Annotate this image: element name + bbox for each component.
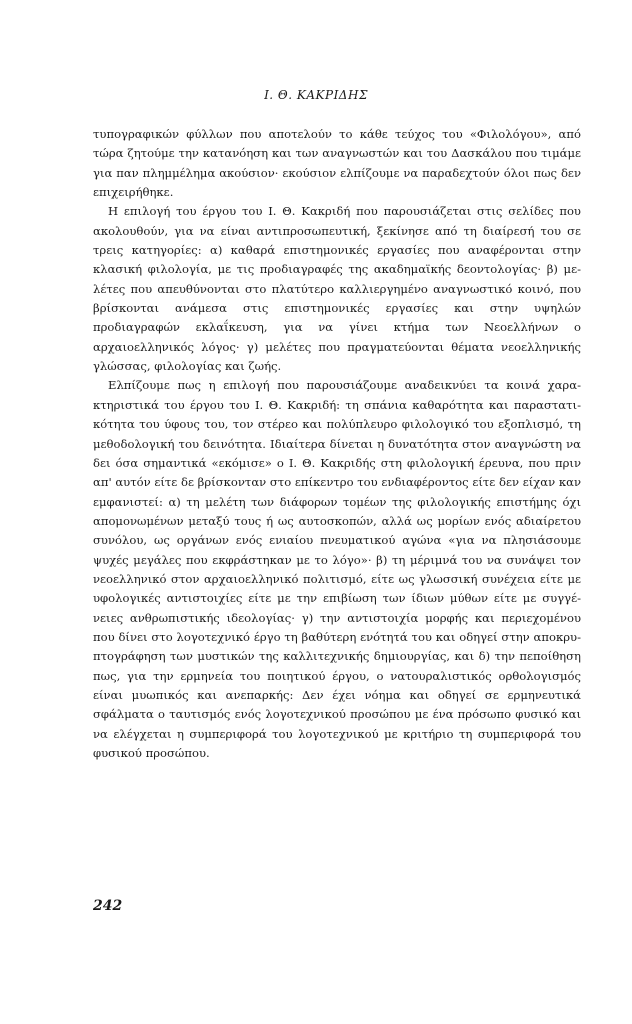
paragraph-selection-categories: Η επιλογή του έργου του Ι. Θ. Κακριδή που παρουσιάζεται στις σελίδες που ακολουθούν, για να είναι αντιπροσωπευτική, ξεκίνησε από τη διαίρεσή του σε τρεις κατηγορίες: α) καθαρά επιστημονικές εργασίες που αναφέρονται στην κλασική φιλολογία, με τις προδιαγραφές της ακαδημαϊκής δεοντολογίας· β) μελέτες που απευθύνονται στο πλατύτερο καλλιεργημένο αναγνωστικό κοινό, που βρίσκονται ανάμεσα στις επιστημονικές εργασίες και στην υψηλών προδιαγραφών εκλαΐκευση, για να γίνει κτήμα των Νεοελλήνων ο αρχαιοελληνικός λόγος· γ) μελέτες που πραγματεύονται θέματα νεοελληνικής γλώσσας, φιλολογίας και ζωής. [93,204,581,374]
page-number: 242 [93,898,123,914]
running-head-title: Ι. Θ. ΚΑΚΡΙΔΗΣ [264,88,368,102]
paragraph-common-features: Ελπίζουμε πως η επιλογή που παρουσιάζουμε αναδεικνύει τα κοινά χαρακτηριστικά του έργου του Ι. Θ. Κακριδή: τη σπάνια καθαρότητα και παραστατικότητα του ύφους του, τον στέρεο και πολύπλευρο φιλολογικό του εξοπλισμό, τη μεθοδολογική του δεινότητα. Ιδιαίτερα δίνεται η δυνατότητα στον αναγνώστη να δει όσα σημαντικά «εκόμισε» ο Ι. Θ. Κακριδής στη φιλολογική έρευνα, που πριν απ' αυτόν είτε δε βρίσκονταν στο επίκεντρο του ενδιαφέροντος είτε δεν είχαν καν εμφανιστεί: α) τη μελέτη των διάφορων τομέων της φιλολογικής επιστήμης όχι απομονωμένων μεταξύ τους ή ως αυτοσκοπών, αλλά ως μορίων ενός αδιαίρετου συνόλου, ως οργάνων ενός ενιαίου πνευματικού αγώνα «για να πλησιάσουμε ψυχές μεγάλες που εκφράστηκαν με το λόγο»· β) τη μέριμνά του να συνάψει τον νεοελληνικό στον αρχαιοελληνικό πολιτισμό, είτε ως γλωσσική συνέχεια είτε με υφολογικές αντιστοιχίες είτε με την επιβίωση των ίδιων μύθων είτε με συγγένειες ανθρωπιστικής ιδεολογίας· γ) την αντιστοιχία μορφής και περιεχομένου που δίνει στο λογοτεχνικό έργο τη βαθύτερη ενότητά του και οδηγεί στην αποκρυπτογράφηση των μυστικών της καλλιτεχνικής δημιουργίας, και δ) την πεποίθηση πως, για την ερμηνεία του ποιητικού έργου, ο νατουραλιστικός ορθολογισμός είναι μυωπικός και ανεπαρκής: Δεν έχει νόημα και οδηγεί σε ερμηνευτικά σφάλματα ο ταυτισμός ενός λογοτεχνικού προσώπου με ένα πρόσωπο φυσικό και να ελέγχεται η συμπεριφορά του λογοτεχνικού με κριτήριο τη συμπεριφορά του φυσικού προσώπου. [93,378,581,760]
body-text [93,125,581,763]
paragraph-continued: τυπογραφικών φύλλων που αποτελούν το κάθε τεύχος του «Φιλολόγου», από τώρα ζητούμε την κατανόηση και των αναγνωστών και του Δασκάλου που τιμάμε για παν πλημμέλημα ακούσιον· εκούσιον ελπίζουμε να παραδεχτούν όλοι πως δεν επιχειρήθηκε. [93,127,581,200]
